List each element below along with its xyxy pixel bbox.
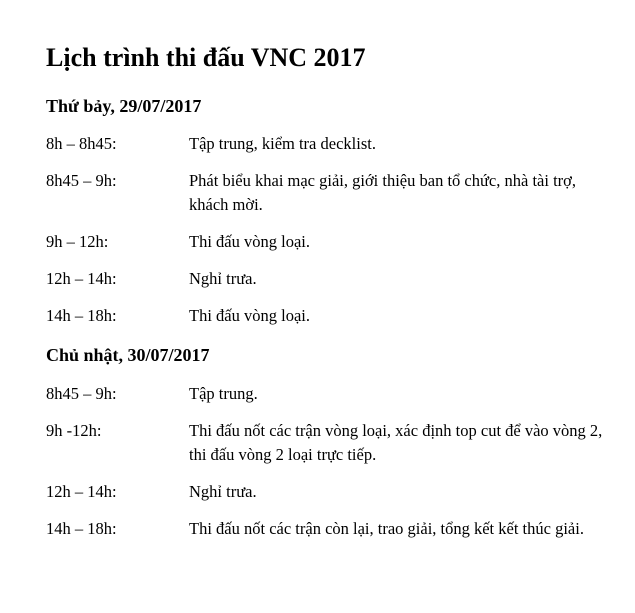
document-title: Lịch trình thi đấu VNC 2017 <box>46 43 366 72</box>
schedule-activity: Tập trung, kiểm tra decklist. <box>189 134 376 153</box>
schedule-activity: Phát biểu khai mạc giải, giới thiệu ban tổ chức, nhà tài trợ, khách mời. <box>189 171 577 214</box>
schedule-time: 14h – 18h: <box>46 519 117 538</box>
schedule-time: 14h – 18h: <box>46 306 117 325</box>
schedule-activity: Thi đấu nốt các trận còn lại, trao giải, tổng kết kết thúc giải. <box>189 519 584 538</box>
schedule-activity: Tập trung. <box>189 384 258 403</box>
schedule-activity: Thi đấu vòng loại. <box>189 232 310 251</box>
schedule-activity: Thi đấu vòng loại. <box>189 306 310 325</box>
day-heading-saturday: Thứ bảy, 29/07/2017 <box>46 96 202 116</box>
schedule-activity: Nghỉ trưa. <box>189 482 257 501</box>
schedule-time: 8h45 – 9h: <box>46 171 117 190</box>
day-heading-sunday: Chủ nhật, 30/07/2017 <box>46 345 210 365</box>
schedule-time: 8h45 – 9h: <box>46 384 117 403</box>
schedule-time: 9h – 12h: <box>46 232 109 251</box>
schedule-time: 12h – 14h: <box>46 269 117 288</box>
schedule-time: 8h – 8h45: <box>46 134 117 153</box>
schedule-activity: Nghỉ trưa. <box>189 269 257 288</box>
schedule-time: 9h -12h: <box>46 421 102 440</box>
schedule-activity: Thi đấu nốt các trận vòng loại, xác định top cut để vào vòng 2, thi đấu vòng 2 loại trực tiếp. <box>189 421 603 464</box>
schedule-time: 12h – 14h: <box>46 482 117 501</box>
